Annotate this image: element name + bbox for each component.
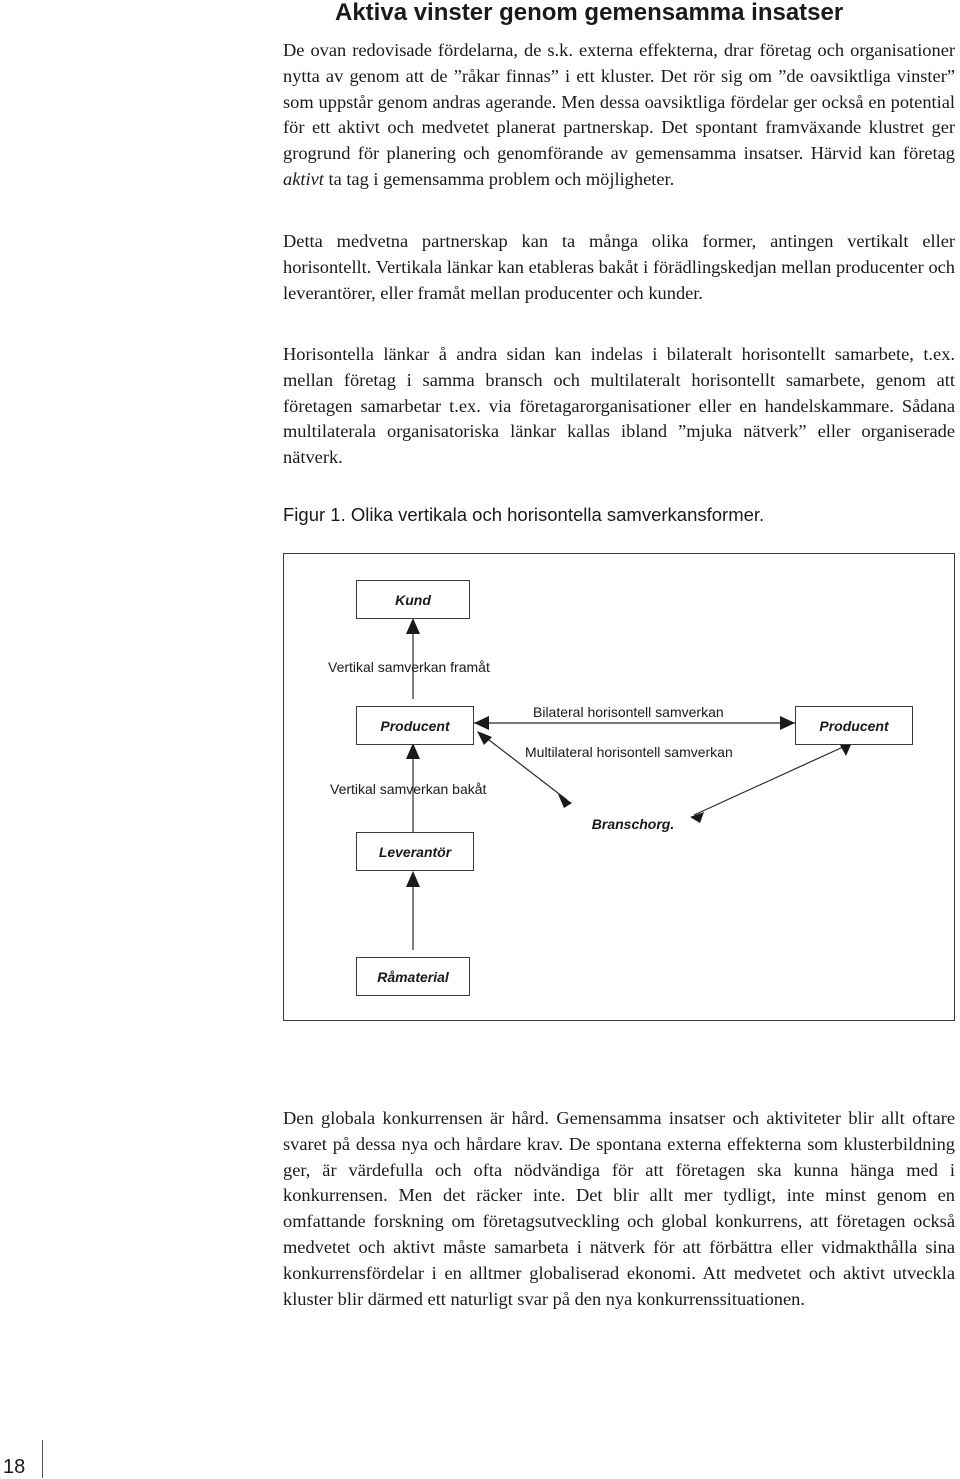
arrowhead-up-leverantor xyxy=(406,871,420,887)
arrowhead-left-producent xyxy=(474,716,489,730)
node-branschorg: Branschorg. xyxy=(591,815,675,832)
arrowhead-multilateral-branschorg-left xyxy=(558,794,572,808)
page-number: 18 xyxy=(3,1456,26,1478)
node-leverantor: Leverantör xyxy=(356,832,474,871)
arrowhead-multilateral-left xyxy=(477,731,492,745)
node-producent-right: Producent xyxy=(795,706,913,745)
label-vertical-forward: Vertikal samverkan framåt xyxy=(328,659,490,675)
paragraph-2: Detta medvetna partnerskap kan ta många olika former, antingen vertikalt eller horisontellt. Vertikala länkar kan etableras bakåt i förädlingskedjan mellan producenter och leverantörer, eller framåt mellan producenter och kunder. xyxy=(283,231,955,303)
node-kund: Kund xyxy=(356,580,470,619)
paragraph-1-text-a: De ovan redovisade fördelarna, de s.k. externa effekterna, drar företag och organisationer nytta av genom att de ”råkar finnas” i ett kluster. Det rör sig om ”de oavsiktliga vinster” som uppstår genom andras agerande. Men dessa oavsiktliga fördelar ger också en potential för ett aktivt och medvetet planerat partnerskap. Det spontant framväxande klustret ger grogrund för planering och genomförande av gemensamma insatser. Härvid kan företag xyxy=(283,40,955,164)
paragraph-3: Horisontella länkar å andra sidan kan indelas i bilateralt horisontellt samarbete, t.ex. mellan företag i samma bransch och multilateralt horisontellt samarbete, genom att företagen samarbetar t.ex. via företagarorganisationer eller en handelskammare. Sådana multilaterala organisatoriska länkar kallas ibland ”mjuka nätverk” eller organiserade nätverk. xyxy=(283,344,955,468)
label-multilateral: Multilateral horisontell samverkan xyxy=(525,744,733,760)
arrowhead-right-producent xyxy=(780,716,795,730)
node-ramaterial: Råmaterial xyxy=(356,957,470,996)
paragraph-1-emphasis: aktivt xyxy=(283,168,324,189)
node-producent-left: Producent xyxy=(356,706,474,745)
label-bilateral: Bilateral horisontell samverkan xyxy=(533,704,724,720)
paragraph-1-text-b: ta tag i gemensamma problem och möjligheter. xyxy=(323,168,675,189)
arrowhead-up-kund xyxy=(406,618,420,634)
label-vertical-backward: Vertikal samverkan bakåt xyxy=(330,781,487,797)
margin-rule xyxy=(42,1440,43,1478)
paragraph-4: Den globala konkurrensen är hård. Gemensamma insatser och aktiviteter blir allt oftare svaret på dessa nya och hårdare krav. De spontana externa effekterna som klusterbildning ger, är värdefulla och ofta nödvändiga för att företagen ska kunna hänga med i konkurrensen. Men det räcker inte. Det blir allt mer tydligt, inte minst genom en omfattande forskning om företagsutveckling och global konkurrens, att företagen också medvetet och aktivt måste samarbeta i nätverk för att förbättra eller vidmakthålla sina konkurrensfördelar i en alltmer globaliserad ekonomi. Att medvetet och aktivt utveckla kluster blir därmed ett naturligt svar på den nya konkurrenssituationen. xyxy=(283,1108,955,1309)
figure-diagram xyxy=(283,553,955,1021)
section-heading: Aktiva vinster genom gemensamma insatser xyxy=(335,0,844,26)
figure-caption: Figur 1. Olika vertikala och horisontella samverkansformer. xyxy=(283,504,765,525)
paragraph-1 xyxy=(283,38,955,193)
arrowhead-up-producent xyxy=(406,743,420,759)
